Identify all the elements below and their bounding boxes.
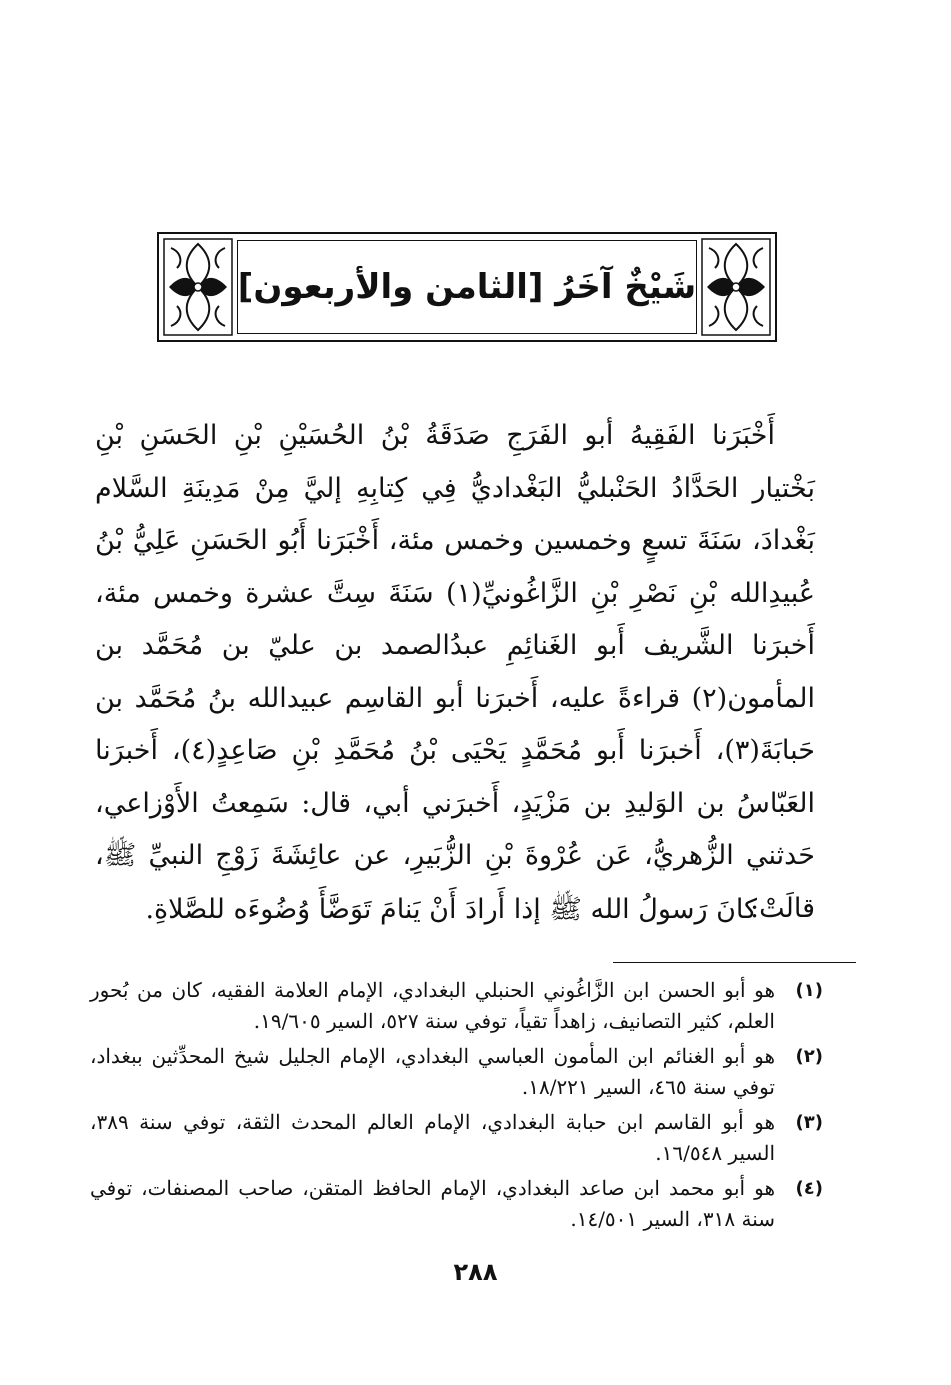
footnote-number: (٣) — [795, 1112, 823, 1133]
chapter-title-frame — [157, 232, 777, 342]
footnote — [90, 1173, 823, 1235]
isnad-paragraph: أَخْبَرَنا الفَقِيهُ أبو الفَرَجِ صَدَقَةُ بْنُ الحُسَيْنِ بْنِ الحَسَنِ بْنِ بَخْتيار الحَدَّادُ الحَنْبليُّ البَغْداديُّ فِي كِتابِهِ إليَّ مِنْ مَدِينَةِ السَّلام بَغْدادَ، سَنَةَ تسعٍ وخمسين وخمس مئة، أَخْبَرَنا أَبُو الحَسَنِ عَلِيُّ بْنُ عُبيدِالله بْنِ نَصْرِ بْنِ الزَّاغُونيِّ(١) سَنَةَ سِتَّ عشرة وخمس مئة، أَخبرَنا الشَّريف أَبو الغَنائِمِ عبدُالصمد بن عليّ بن مُحَمَّد بن المأمون(٢) قراءةً عليه، أَخبرَنا أبو القاسِم عبيدالله بنُ مُحَمَّد بن حَبابَةَ(٣)، أَخبرَنا أَبو مُحَمَّدٍ يَحْيَى بْنُ مُحَمَّدِ بْنِ صَاعِدٍ(٤)، أَخبرَنا العَبّاسُ بن الوَليدِ بن مَزْيَدٍ، أَخبرَني أبي، قال: سَمِعتُ الأَوْزاعي، حَدثني الزُّهريُّ، عَن عُرْوةَ بْنِ الزُّبَيرِ، عن عائِشَةَ زَوْجِ النبيِّ ﷺ، قالَتْ: — [95, 420, 815, 924]
hadith-text-block — [95, 884, 815, 936]
footnote — [90, 1107, 823, 1169]
page-number: ٢٨٨ — [453, 1258, 498, 1286]
chapter-title-box — [237, 240, 697, 334]
footnote — [90, 975, 823, 1037]
footnote-number: (٢) — [795, 1046, 823, 1067]
footnote-text: هو أبو الغنائم ابن المأمون العباسي البغدادي، الإمام الجليل شيخ المحدِّثين ببغداد، توفي سنة ٤٦٥، السير ١٨/٢٢١. — [90, 1044, 775, 1099]
footnote — [90, 1041, 823, 1103]
footnote-number: (١) — [795, 980, 823, 1001]
main-text — [95, 410, 815, 935]
floral-ornament-icon — [701, 238, 771, 336]
footnote-text: هو أبو القاسم ابن حبابة البغدادي، الإمام العالم المحدث الثقة، توفي سنة ٣٨٩، السير ١٦/٥٤٨. — [90, 1110, 775, 1165]
footnotes — [90, 975, 823, 1239]
footnote-separator — [613, 962, 856, 963]
footnote-text: هو أبو محمد ابن صاعد البغدادي، الإمام الحافظ المتقن، صاحب المصنفات، توفي سنة ٣١٨، السير ١٤/٥٠١. — [90, 1176, 775, 1231]
footnote-text: هو أبو الحسن ابن الزَّاغُوني الحنبلي البغدادي، الإمام العلامة الفقيه، كان من بُحور العلم، كثير التصانيف، زاهداً تقياً، توفي سنة ٥٢٧، السير ١٩/٦٠٥. — [90, 978, 775, 1033]
chapter-title: شَيْخٌ آخَرُ [الثامن والأربعون] — [237, 267, 697, 307]
floral-ornament-icon — [163, 238, 233, 336]
hadith-text: كانَ رَسولُ الله ﷺ إذا أَرادَ أَنْ يَنامَ تَوَضَّأَ وُضُوءَه للصَّلاةِ. — [145, 894, 757, 925]
footnote-number: (٤) — [795, 1178, 823, 1199]
